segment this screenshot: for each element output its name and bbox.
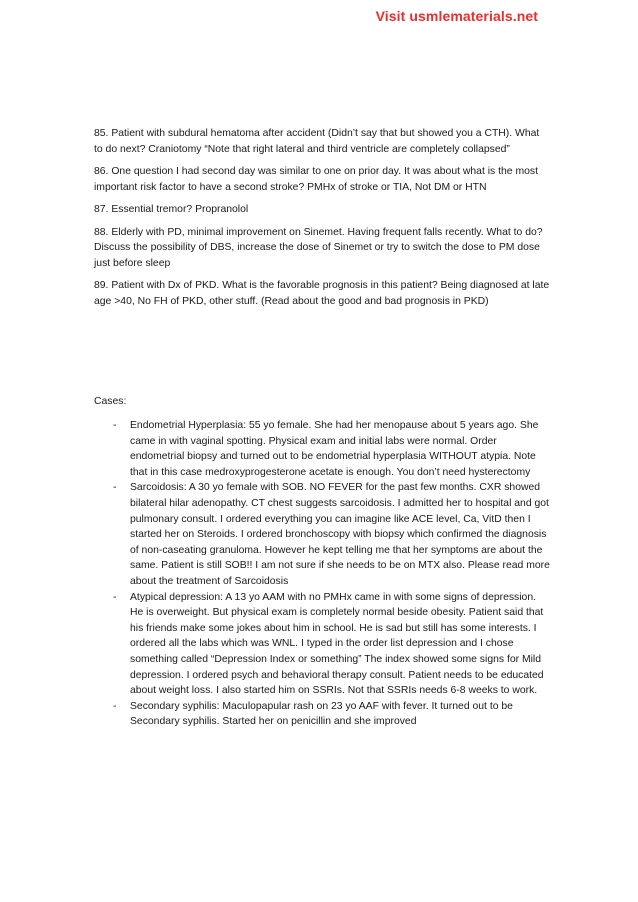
case-text: Endometrial Hyperplasia: 55 yo female. She had her menopause about 5 years ago. She came in with vaginal spotting. Physical exam and initial labs were normal. Order endometrial biopsy and turned out to be endometrial hyperplasia WITHOUT atypia. Note that in this case medroxyprogesterone acetate is enough. You don’t need hysterectomy <box>130 420 539 478</box>
case-text: Atypical depression: A 13 yo AAM with no PMHx came in with some signs of depression. He is overweight. But physical exam is completely normal beside obesity. Patient said that his friends make some jokes about him in school. He is sad but still has some interests. I ordered all the labs which was WNL. I typed in the order list depression and I chose something called “Depression Index or something” The index showed some signs for Mild depression. I ordered psych and behavioral therapy consult. Patient needs to be educated about weight loss. I also started him on SSRIs. Not that SSRIs needs 6-8 weeks to work. <box>130 591 544 697</box>
cases-list <box>94 418 550 730</box>
case-secondary-syphilis <box>94 699 550 730</box>
question-85: 85. Patient with subdural hematoma after accident (Didn’t say that but showed you a CTH). What to do next? Craniotomy “Note that right lateral and third ventricle are completely collapsed” <box>94 128 540 155</box>
case-sarcoidosis <box>94 480 550 589</box>
bullet-dash: - <box>113 591 117 603</box>
questions-section <box>94 126 550 316</box>
question-86: 86. One question I had second day was similar to one on prior day. It was about what is the most important risk factor to have a second stroke? PMHx of stroke or TIA, Not DM or HTN <box>94 166 538 193</box>
case-text: Sarcoidosis: A 30 yo female with SOB. NO FEVER for the past few months. CXR showed bilateral hilar adenopathy. CT chest suggests sarcoidosis. I admitted her to hospital and got pulmonary consult. I ordered everything you can imagine like ACE level, Ca, VitD then I started her on Steroids. I ordered bronchoscopy with biopsy which confirmed the diagnosis of non-caseating granuloma. However he kept telling me that her symptoms are about the same. Patient is still SOB!! I am not sure if she needs to be on MTX also. Please read more about the treatment of Sarcoidosis <box>130 482 550 587</box>
case-text: Secondary syphilis: Maculopapular rash on 23 yo AAF with fever. It turned out to be Secondary syphilis. Started her on penicillin and she improved <box>130 700 513 728</box>
case-atypical-depression <box>94 590 550 699</box>
question-88: 88. Elderly with PD, minimal improvement on Sinemet. Having frequent falls recently. What to do? Discuss the possibility of DBS, increase the dose of Sinemet or try to switch the dose to PM dose just before sleep <box>94 226 543 269</box>
bullet-dash: - <box>113 700 117 712</box>
case-endometrial-hyperplasia <box>94 418 550 480</box>
bullet-dash: - <box>113 482 117 494</box>
watermark-link[interactable]: Visit usmlematerials.net <box>375 8 538 24</box>
bullet-dash: - <box>113 420 117 431</box>
question-87: 87. Essential tremor? Propranolol <box>94 204 249 215</box>
question-89: 89. Patient with Dx of PKD. What is the favorable prognosis in this patient? Being diagnosed at late age >40, No FH of PKD, other stuff. (Read about the good and bad prognosis in PKD) <box>94 280 550 307</box>
cases-heading: Cases: <box>94 396 127 407</box>
